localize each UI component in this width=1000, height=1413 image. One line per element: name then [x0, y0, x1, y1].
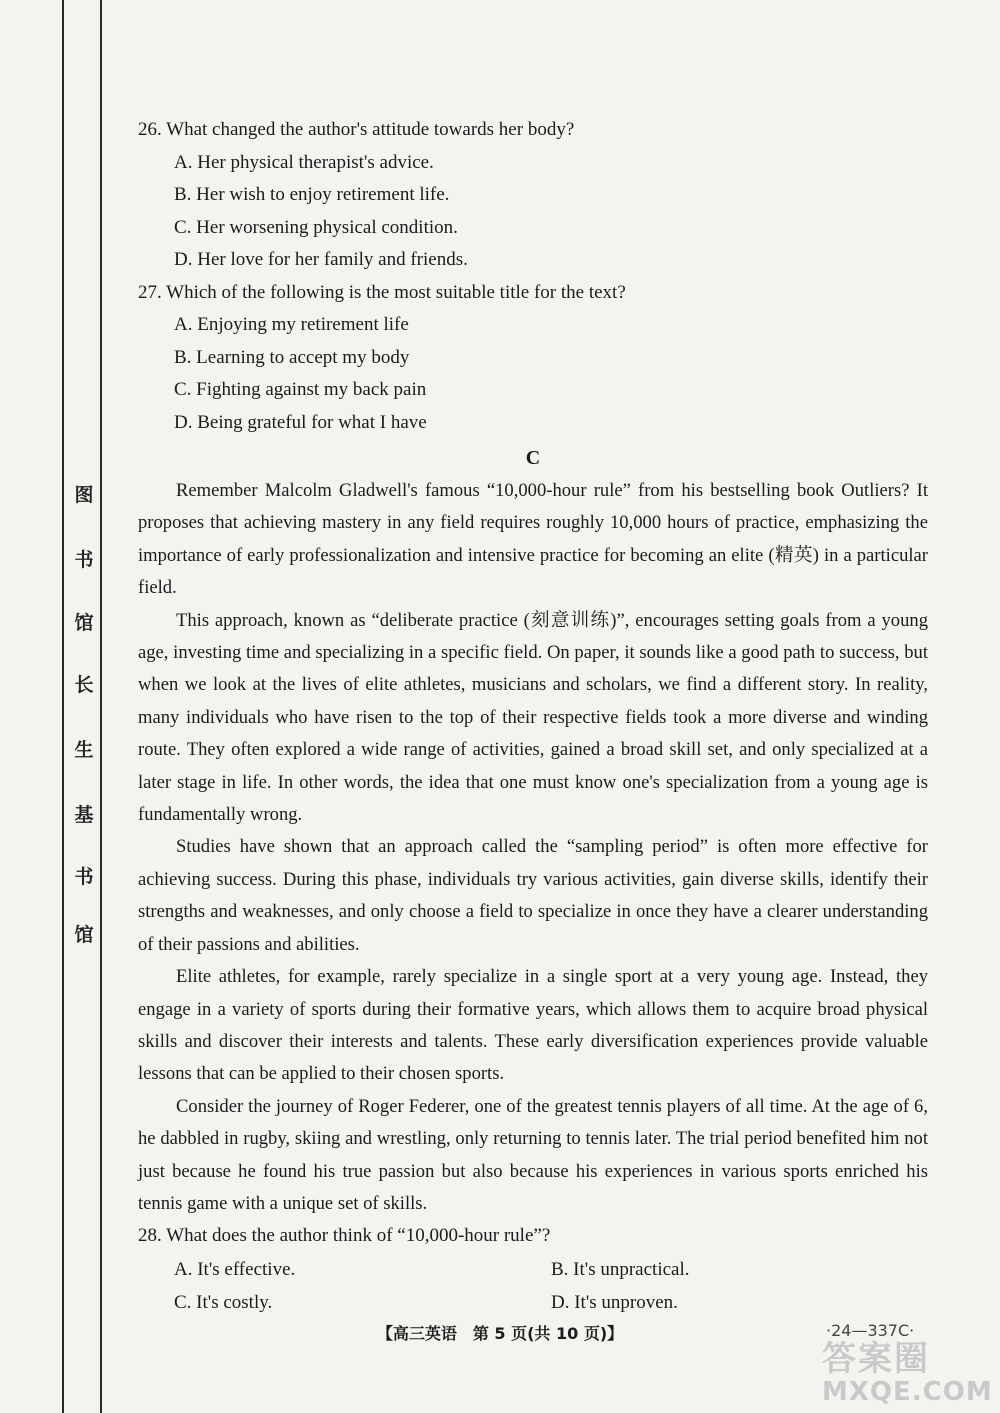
exam-content: [138, 114, 928, 1319]
binding-line-left: [62, 0, 64, 1413]
q27-option-d: D. Being grateful for what I have: [174, 411, 427, 433]
q26-option-b: B. Her wish to enjoy retirement life.: [174, 184, 450, 205]
side-label-1: 图: [74, 484, 94, 506]
binding-line-right: [100, 0, 102, 1413]
q27-option-b: B. Learning to accept my body: [174, 346, 410, 368]
paragraph-2: This approach, known as “deliberate practice (刻意训练)”, encourages setting goals from a young age, investing time and specializing in a specific field. On paper, it sounds like a good path to success, but when we look at the lives of elite athletes, musicians and scholars, we find a different story. In reality, many individuals who have risen to the top of their respective fields took a more diverse and winding route. They often explored a wide range of activities, gained a broad skill set, and only specialized at a later stage in life. In other words, the idea that one must know one's specialization from a young age is fundamentally wrong.: [138, 609, 928, 826]
side-label-3: 馆: [74, 612, 94, 634]
q28-option-d: D. It's unproven.: [551, 1291, 678, 1313]
paper-code: ·24—337C·: [826, 1321, 915, 1340]
paragraph-4: Elite athletes, for example, rarely specialize in a single sport at a very young age. Instead, they engage in a variety of sports during their formative years, which allows them to acquire broad physical skills and discover their interests and talents. These early diversification experiences provide valuable lessons that can be applied to their chosen sports.: [138, 966, 928, 1085]
question-26: 26. What changed the author's attitude towards her body?: [138, 119, 575, 140]
q26-option-a: A. Her physical therapist's advice.: [174, 151, 434, 173]
watermark-logo: 答案圈: [822, 1339, 930, 1379]
question-28: 28. What does the author think of “10,000-hour rule”?: [138, 1225, 551, 1247]
q28-options-row-2: [174, 1286, 928, 1319]
paragraph-5: Consider the journey of Roger Federer, one of the greatest tennis players of all time. At the age of 6, he dabbled in rugby, skiing and wrestling, only returning to tennis later. The trial period benefited him not just because he found his true passion but also because his experiences in various sports enriched his tennis game with a unique set of skills.: [138, 1095, 928, 1214]
question-27: 27. Which of the following is the most suitable title for the text?: [138, 281, 626, 303]
side-label-6: 基: [74, 804, 94, 826]
watermark: [822, 1340, 993, 1406]
page-footer: 【高三英语 第 5 页(共 10 页)】: [376, 1324, 624, 1343]
q27-option-c: C. Fighting against my back pain: [174, 379, 427, 400]
q28-option-a: A. It's effective.: [174, 1258, 296, 1280]
side-label-7: 书: [74, 866, 94, 888]
paragraph-3: Studies have shown that an approach called the “sampling period” is often more effective for achieving success. During this phase, individuals try various activities, gain diverse skills, identify their strengths and weaknesses, and only choose a field to specialize in once they have a clearer understanding of their passions and abilities.: [138, 836, 928, 955]
q28-option-c: C. It's costly.: [174, 1291, 273, 1313]
q26-option-d: D. Her love for her family and friends.: [174, 249, 468, 270]
section-heading: C: [525, 447, 541, 469]
side-label-8: 馆: [74, 924, 94, 946]
watermark-url: MXQE.COM: [822, 1377, 993, 1407]
q28-option-b: B. It's unpractical.: [551, 1258, 690, 1280]
q27-option-a: A. Enjoying my retirement life: [174, 314, 409, 335]
q28-options-row-1: [174, 1253, 928, 1286]
side-label-5: 生: [74, 739, 94, 761]
side-label-2: 书: [74, 549, 94, 571]
q26-option-c: C. Her worsening physical condition.: [174, 216, 458, 238]
side-label-4: 长: [74, 674, 94, 696]
paragraph-1: Remember Malcolm Gladwell's famous “10,000-hour rule” from his bestselling book Outliers? It proposes that achieving mastery in any field requires roughly 10,000 hours of practice, emphasizing the importance of early professionalization and intensive practice for becoming an elite (精英) in a particular field.: [138, 480, 928, 599]
